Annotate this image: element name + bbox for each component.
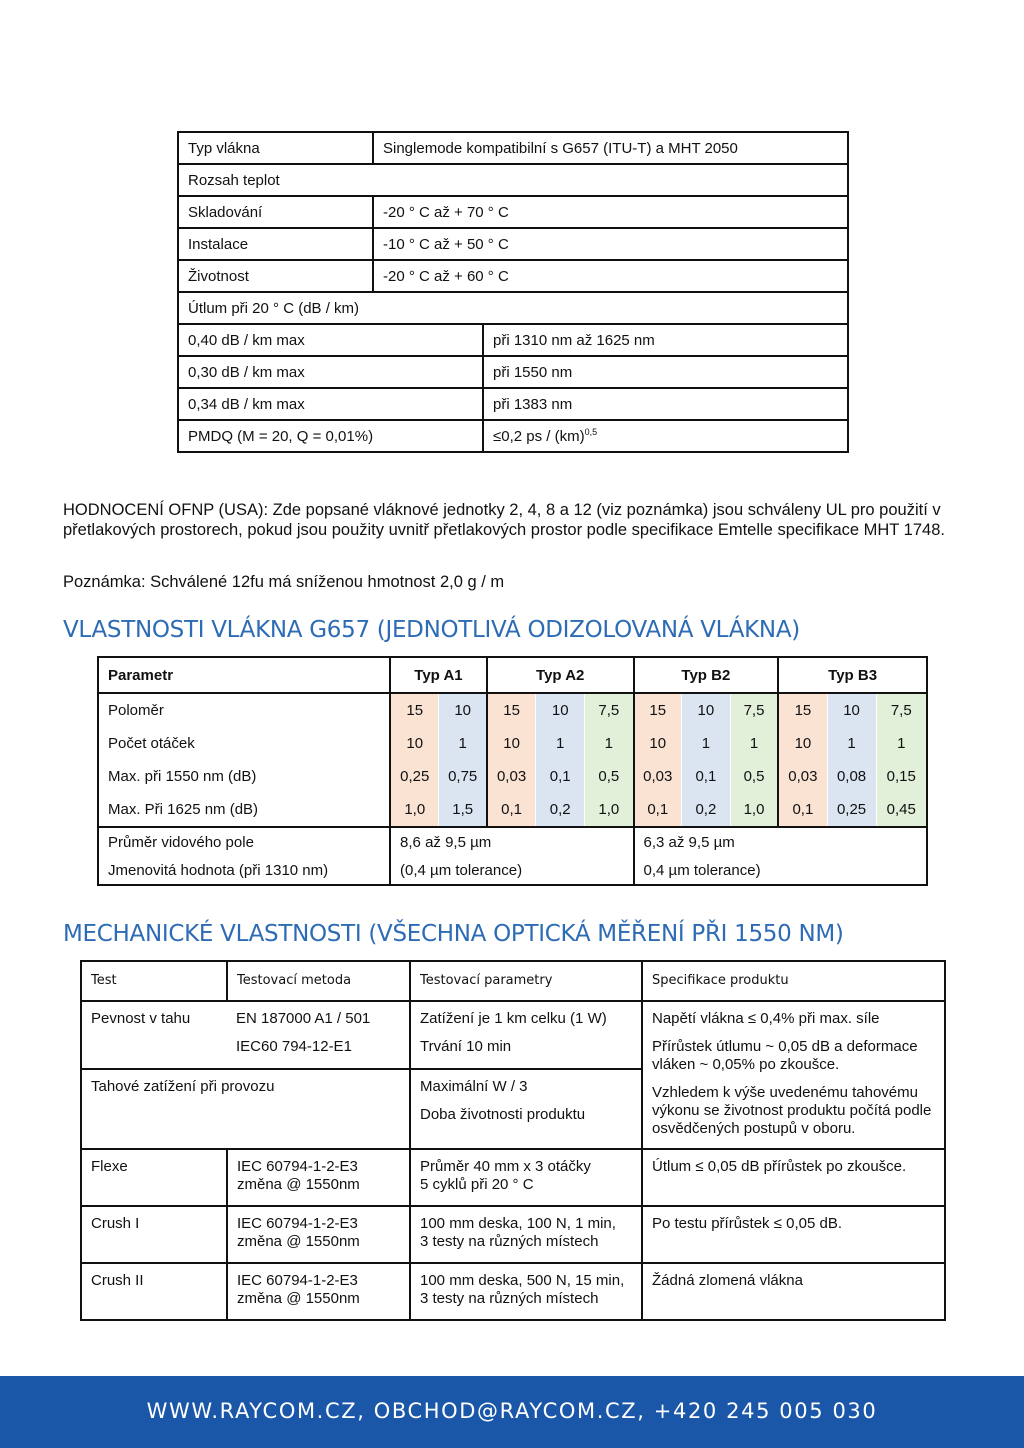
table-row [178,388,848,420]
temp-range-header: Rozsah teplot [178,164,848,196]
header-params: Testovací parametry [410,961,642,1001]
spec-line-3: Vzhledem k výše uvedenému tahovému výkonu se životnost produktu počítá podle osvědčených postupů v oboru. [652,1084,932,1137]
table-row [178,420,848,452]
param-value-cell: 1 [585,727,634,760]
mech-method [227,1263,410,1320]
param-value-cell: 0,1 [634,793,682,827]
table-row [178,356,848,388]
param-value-cell: 1,0 [730,793,778,827]
param-value-cell: 1 [827,727,876,760]
param-value-cell: 10 [681,693,730,727]
ofnp-paragraph: HODNOCENÍ OFNP (USA): Zde popsané vláknové jednotky 2, 4, 8 a 12 (viz poznámka) jsou schváleny UL pro použití v přetlakových prostorech, pokud jsou použity uvnitř přetlakových prostor podle specifikace Emtelle specifikace MHT 1748. [63,501,945,539]
fiber-spec-table [177,131,849,453]
mech-params [410,1149,642,1206]
param-value-cell: 0,08 [827,760,876,793]
tensile-test: Pevnost v tahu [81,1001,227,1069]
mech-params-line-1: Průměr 40 mm x 3 otáčky [420,1158,591,1175]
param-value-cell: 1 [439,727,487,760]
param-value-cell: 0,2 [681,793,730,827]
param-value-cell: 0,25 [390,760,439,793]
type-header-a2: Typ A2 [487,657,634,693]
install-label: Instalace [178,228,373,260]
param-value-cell: 15 [634,693,682,727]
mech-spec-line-1: Útlum ≤ 0,05 dB přírůstek po zkoušce. [652,1158,907,1175]
param-value-cell: 0,03 [487,760,536,793]
param-value-cell: 7,5 [876,693,927,727]
nominal-value-b: 0,4 µm tolerance) [634,856,927,885]
op-load-params [410,1069,642,1149]
mech-spec-line-1: Žádná zlomená vlákna [652,1272,803,1289]
mech-method-line-2: změna @ 1550nm [237,1233,360,1250]
table-row [98,856,927,885]
mech-method-line-1: IEC 60794-1-2-E3 [237,1158,358,1175]
table-row [178,196,848,228]
mech-method-line-1: IEC 60794-1-2-E3 [237,1215,358,1232]
table-row [178,132,848,164]
attenuation-header: Útlum při 20 ° C (dB / km) [178,292,848,324]
table-row [98,827,927,856]
pmdq-value-cell [483,420,848,452]
life-label: Životnost [178,260,373,292]
table-header-row [98,657,927,693]
spec-line-2: Přírůstek útlumu ~ 0,05 dB a deformace vláken ~ 0,05% po zkoušce. [652,1038,918,1073]
mech-test [81,1263,227,1320]
table-row [81,1206,945,1263]
mech-spec-line-1: Po testu přírůstek ≤ 0,05 dB. [652,1215,842,1232]
mech-params-line-1: 100 mm deska, 500 N, 15 min, [420,1272,625,1289]
table-row [81,1263,945,1320]
table-row [98,760,927,793]
param-value-cell: 1 [681,727,730,760]
table-row [178,292,848,324]
attenuation-condition: při 1310 nm až 1625 nm [483,324,848,356]
type-header-a1: Typ A1 [390,657,487,693]
param-value-cell: 10 [390,727,439,760]
param-value-cell: 0,1 [681,760,730,793]
mech-params-line-2: 3 testy na různých místech [420,1233,599,1250]
tensile-param-2: Trvání 10 min [420,1038,512,1055]
mech-test [81,1206,227,1263]
mech-params [410,1263,642,1320]
mech-test [81,1149,227,1206]
op-load-param-2: Doba životnosti produktu [420,1106,586,1123]
attenuation-value: 0,30 dB / km max [178,356,483,388]
type-header-b2: Typ B2 [634,657,779,693]
mech-spec [642,1149,945,1206]
mech-method-line-2: změna @ 1550nm [237,1176,360,1193]
mfd-value-a: 8,6 až 9,5 µm [390,827,633,856]
param-value-cell: 1,0 [585,793,634,827]
param-value-cell: 10 [439,693,487,727]
g657-body [98,693,927,827]
param-value-cell: 7,5 [730,693,778,727]
param-value-cell: 0,03 [634,760,682,793]
param-value-cell: 10 [827,693,876,727]
param-value-cell: 7,5 [585,693,634,727]
mech-method [227,1206,410,1263]
table-row [178,324,848,356]
header-method: Testovací metoda [227,961,410,1001]
mech-params-line-2: 5 cyklů při 20 ° C [420,1176,534,1193]
attenuation-condition: při 1550 nm [483,356,848,388]
section-title-mechanical: MECHANICKÉ VLASTNOSTI (VŠECHNA OPTICKÁ MĚŘENÍ PŘI 1550 NM) [63,921,844,947]
fiber-type-label: Typ vlákna [178,132,373,164]
header-spec: Specifikace produktu [642,961,945,1001]
table-row [81,1149,945,1206]
param-value-cell: 0,03 [778,760,827,793]
param-value-cell: 0,5 [730,760,778,793]
fiber-type-value: Singlemode kompatibilní s G657 (ITU-T) a MHT 2050 [373,132,848,164]
param-label: Max. Při 1625 nm (dB) [98,793,390,827]
pmdq-label: PMDQ (M = 20, Q = 0,01%) [178,420,483,452]
mech-method-line-2: změna @ 1550nm [237,1290,360,1307]
param-value-cell: 15 [778,693,827,727]
param-value-cell: 0,75 [439,760,487,793]
footer-contact: WWW.RAYCOM.CZ, OBCHOD@RAYCOM.CZ, +420 245 005 030 [146,1399,878,1423]
section-title-g657: VLASTNOSTI VLÁKNA G657 (JEDNOTLIVÁ ODIZOLOVANÁ VLÁKNA) [63,617,800,643]
nominal-value-a: (0,4 µm tolerance) [390,856,633,885]
table-row [98,793,927,827]
mech-method [227,1149,410,1206]
table-row [98,727,927,760]
tensile-method-2: IEC60 794-12-E1 [236,1038,352,1055]
mechanical-properties-table [80,960,946,1321]
mech-params-line-1: 100 mm deska, 100 N, 1 min, [420,1215,616,1232]
attenuation-value: 0,34 dB / km max [178,388,483,420]
tensile-params [410,1001,642,1069]
param-value-cell: 1,5 [439,793,487,827]
param-value-cell: 0,2 [536,793,585,827]
mech-spec [642,1206,945,1263]
param-value-cell: 0,15 [876,760,927,793]
mech-test-line-1: Crush I [91,1215,140,1232]
param-value-cell: 1 [876,727,927,760]
param-label: Poloměr [98,693,390,727]
spec-line-1: Napětí vlákna ≤ 0,4% při max. síle [652,1010,880,1027]
table-row [178,164,848,196]
attenuation-value: 0,40 dB / km max [178,324,483,356]
table-header-row [81,961,945,1001]
storage-value: -20 ° C až + 70 ° C [373,196,848,228]
op-load-test: Tahové zatížení při provozu [81,1069,410,1149]
param-value-cell: 1 [730,727,778,760]
mfd-value-b: 6,3 až 9,5 µm [634,827,927,856]
mech-params [410,1206,642,1263]
param-value-cell: 0,1 [536,760,585,793]
param-value-cell: 10 [536,693,585,727]
mech-method-line-1: IEC 60794-1-2-E3 [237,1272,358,1289]
tensile-method-1: EN 187000 A1 / 501 [236,1010,371,1027]
table-row [98,693,927,727]
note-paragraph: Poznámka: Schválené 12fu má sníženou hmotnost 2,0 g / m [63,573,505,591]
mech-test-line-1: Crush II [91,1272,144,1289]
nominal-label: Jmenovitá hodnota (při 1310 nm) [98,856,390,885]
storage-label: Skladování [178,196,373,228]
table-row [81,1001,945,1069]
param-value-cell: 10 [487,727,536,760]
type-header-b3: Typ B3 [778,657,927,693]
mech-body [81,1149,945,1320]
param-value-cell: 0,25 [827,793,876,827]
op-load-param-1: Maximální W / 3 [420,1078,528,1095]
install-value: -10 ° C až + 50 ° C [373,228,848,260]
header-test: Test [81,961,227,1001]
tensile-param-1: Zatížení je 1 km celku (1 W) [420,1010,607,1027]
param-value-cell: 1,0 [390,793,439,827]
pmdq-exponent: 0,5 [584,427,598,437]
tensile-spec [642,1001,945,1149]
param-value-cell: 0,45 [876,793,927,827]
life-value: -20 ° C až + 60 ° C [373,260,848,292]
g657-properties-table [97,656,928,886]
param-value-cell: 10 [778,727,827,760]
mech-test-line-1: Flexe [91,1158,128,1175]
table-row [178,260,848,292]
pmdq-value: ≤0,2 ps / (km) [493,428,585,445]
footer-bar [0,1376,1024,1448]
mech-spec [642,1263,945,1320]
attenuation-condition: při 1383 nm [483,388,848,420]
param-value-cell: 0,1 [487,793,536,827]
param-header: Parametr [98,657,390,693]
param-label: Počet otáček [98,727,390,760]
table-row [178,228,848,260]
param-value-cell: 1 [536,727,585,760]
param-value-cell: 10 [634,727,682,760]
mech-params-line-2: 3 testy na různých místech [420,1290,599,1307]
mfd-label: Průměr vidového pole [98,827,390,856]
param-label: Max. při 1550 nm (dB) [98,760,390,793]
param-value-cell: 0,1 [778,793,827,827]
param-value-cell: 15 [487,693,536,727]
tensile-method [227,1001,410,1069]
param-value-cell: 15 [390,693,439,727]
param-value-cell: 0,5 [585,760,634,793]
